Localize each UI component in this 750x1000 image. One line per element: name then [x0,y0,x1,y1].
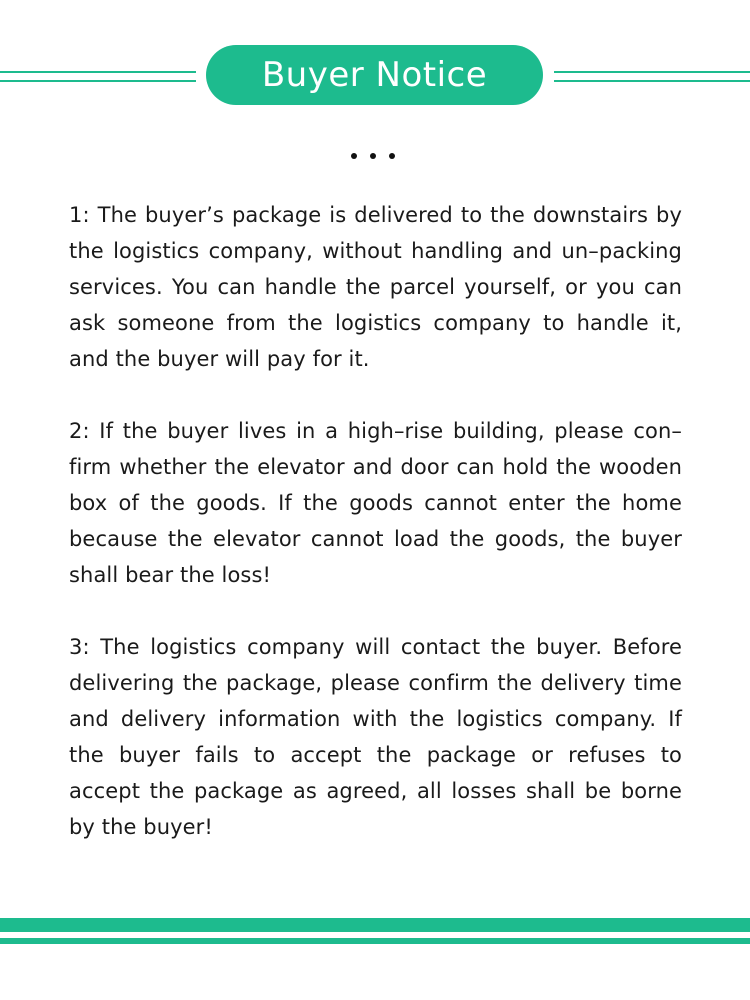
footer-band-thick [0,918,750,932]
footer-band-thin [0,938,750,944]
header-line-right-bottom [554,80,750,82]
header-line-left-top [0,71,196,73]
title-badge [206,45,543,105]
header-line-left-bottom [0,80,196,82]
dot [351,153,357,159]
notice-body [69,197,682,881]
notice-paragraph-1: 1: The buyer’s package is delivered to the downstairs by the logistics company, without handling and un–packing services. You can handle the parcel yourself, or you can ask someone from the logistics company to handle it, and the buyer will pay for it. [69,203,682,371]
notice-paragraph-3: 3: The logistics company will contact the buyer. Before delivering the package, please confirm the delivery time and delivery information with the logistics company. If the buyer fails to accept the package or refuses to accept the package as agreed, all losses shall be borne by the buyer! [69,635,682,839]
notice-paragraph-2: 2: If the buyer lives in a high–rise building, please con–firm whether the elevator and door can hold the wooden box of the goods. If the goods cannot enter the home because the elevator cannot load the goods, the buyer shall bear the loss! [69,419,682,587]
dot [389,153,395,159]
dot [370,153,376,159]
page-title: Buyer Notice [261,55,488,95]
ellipsis-icon [351,152,395,160]
header-line-right-top [554,71,750,73]
